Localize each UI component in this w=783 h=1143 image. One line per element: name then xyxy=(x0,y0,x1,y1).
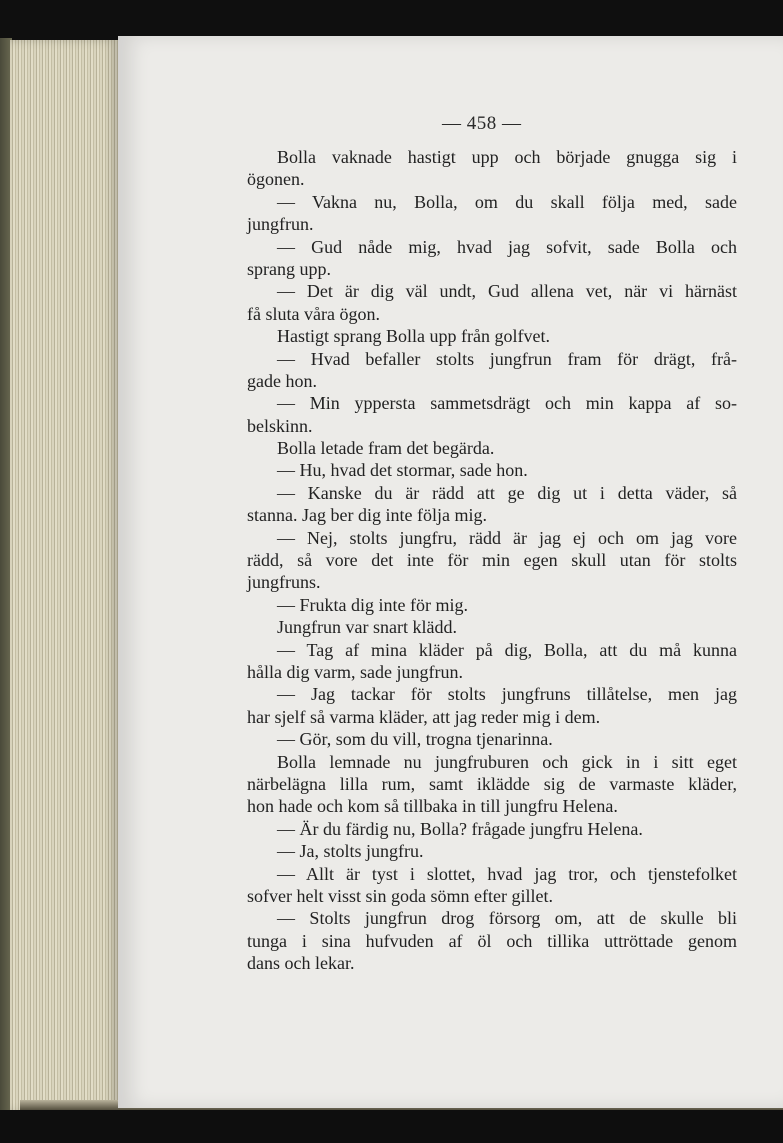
text-line: hon hade och kom så tillbaka in till jungfru Helena. xyxy=(247,796,618,817)
text-line: jungfrun. xyxy=(247,214,314,235)
text-line: jungfruns. xyxy=(247,572,321,593)
text-line: — Frukta dig inte för mig. xyxy=(277,594,468,615)
body-text xyxy=(247,146,737,974)
text-line: stanna. Jag ber dig inte följa mig. xyxy=(247,505,487,526)
text-line: gade hon. xyxy=(247,370,317,391)
text-line: — Jag tackar för stolts jungfruns tillåtelse, men jag xyxy=(277,684,737,705)
text-line: Bolla letade fram det begärda. xyxy=(277,438,495,459)
page-number: — 458 — xyxy=(442,113,522,134)
text-line: — Det är dig väl undt, Gud allena vet, när vi härnäst xyxy=(277,281,737,302)
text-line: — Gör, som du vill, trogna tjenarinna. xyxy=(277,729,553,750)
text-line: Hastigt sprang Bolla upp från golfvet. xyxy=(277,326,550,347)
text-line: belskinn. xyxy=(247,415,313,436)
scan-background-bottom xyxy=(0,1110,783,1143)
text-line: rädd, så vore det inte för min egen skull utan för stolts xyxy=(247,550,737,571)
page-edges xyxy=(10,40,120,1112)
scan-background-top xyxy=(0,0,783,40)
text-line: har sjelf så varma kläder, att jag reder mig i dem. xyxy=(247,706,601,727)
text-line: sprang upp. xyxy=(247,258,331,279)
text-line: — Vakna nu, Bolla, om du skall följa med, sade xyxy=(277,191,737,212)
text-line: — Tag af mina kläder på dig, Bolla, att du må kunna xyxy=(277,639,737,660)
text-line: få sluta våra ögon. xyxy=(247,303,380,324)
text-line: ögonen. xyxy=(247,169,305,190)
text-line: — Nej, stolts jungfru, rädd är jag ej och om jag vore xyxy=(277,527,737,548)
text-line: — Min yppersta sammetsdrägt och min kappa af so- xyxy=(277,393,737,414)
text-line: — Kanske du är rädd att ge dig ut i detta väder, så xyxy=(277,482,737,503)
text-line: — Allt är tyst i slottet, hvad jag tror, och tjenstefolket xyxy=(277,863,737,884)
text-line: hålla dig varm, sade jungfrun. xyxy=(247,661,463,682)
text-line: — Stolts jungfrun drog försorg om, att de skulle bli xyxy=(277,908,737,929)
text-line: sofver helt visst sin goda sömn efter gillet. xyxy=(247,885,553,906)
text-line: Bolla vaknade hastigt upp och började gnugga sig i xyxy=(277,147,737,167)
text-line: närbelägna lilla rum, samt iklädde sig de varmaste kläder, xyxy=(247,773,737,794)
text-line: tunga i sina hufvuden af öl och tillika uttröttade genom xyxy=(247,930,737,951)
text-line: — Gud nåde mig, hvad jag sofvit, sade Bolla och xyxy=(277,236,737,257)
text-line: dans och lekar. xyxy=(247,953,355,974)
text-line: — Ja, stolts jungfru. xyxy=(277,841,424,862)
text-line: Jungfrun var snart klädd. xyxy=(277,617,457,638)
text-line: — Är du färdig nu, Bolla? frågade jungfru Helena. xyxy=(277,818,643,839)
text-line: — Hu, hvad det stormar, sade hon. xyxy=(277,460,528,481)
text-line: — Hvad befaller stolts jungfrun fram för drägt, frå- xyxy=(277,348,737,369)
text-line: Bolla lemnade nu jungfruburen och gick in i sitt eget xyxy=(277,751,737,772)
